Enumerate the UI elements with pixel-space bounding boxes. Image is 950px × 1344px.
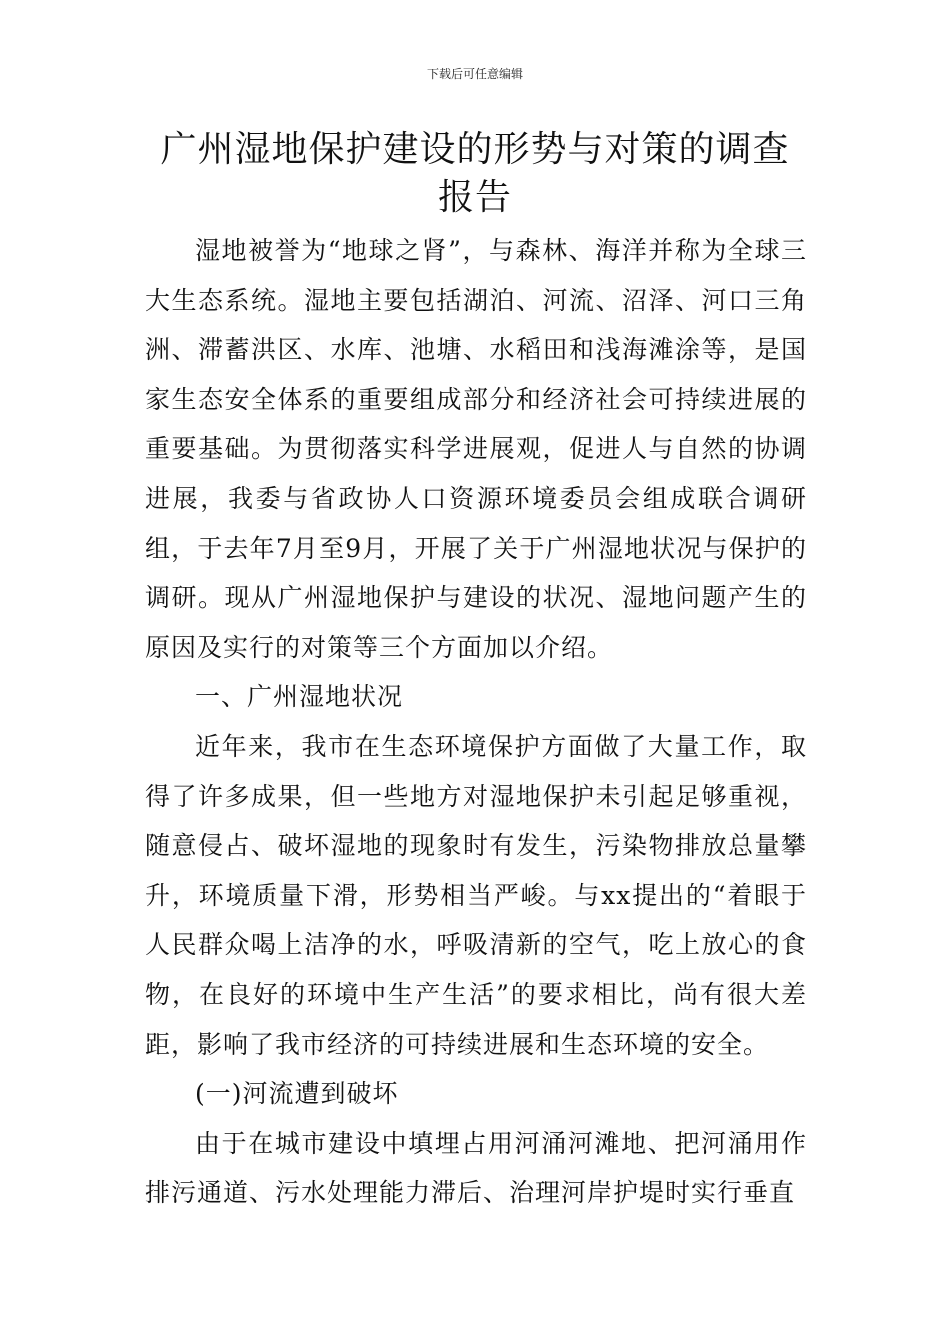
paragraph-intro: 湿地被誉为“地球之肾”，与森林、海洋并称为全球三大生态系统。湿地主要包括湖泊、河流、沼泽、河口三角洲、滞蓄洪区、水库、池塘、水稻田和浅海滩涂等，是国家生态安全体系的重要组成部分和经济社会可持续进展的重要基础。为贯彻落实科学进展观，促进人与自然的协调进展，我委与省政协人口资源环境委员会组成联合调研组，于去年7月至9月，开展了关于广州湿地状况与保护的调研。现从广州湿地保护与建设的状况、湿地问题产生的原因及实行的对策等三个方面加以介绍。	[145, 236, 807, 662]
document-body	[145, 226, 807, 1218]
document-title: 广州湿地保护建设的形势与对策的调查报告	[160, 129, 790, 218]
paragraph-section-1: 近年来，我市在生态环境保护方面做了大量工作，取得了许多成果，但一些地方对湿地保护未引起足够重视，随意侵占、破坏湿地的现象时有发生，污染物排放总量攀升，环境质量下滑，形势相当严峻。与xx提出的“着眼于人民群众喝上洁净的水，呼吸清新的空气，吃上放心的食物，在良好的环境中生产生活”的要求相比，尚有很大差距，影响了我市经济的可持续进展和生态环境的安全。	[145, 731, 807, 1059]
section-heading-1: 一、广州湿地状况	[195, 682, 404, 712]
subsection-heading-1: (一)河流遭到破坏	[195, 1079, 399, 1109]
header-note: 下载后可任意编辑	[426, 67, 523, 81]
paragraph-subsection-1: 由于在城市建设中填埋占用河涌河滩地、把河涌用作排污通道、污水处理能力滞后、治理河岸护堤时实行垂直	[145, 1128, 807, 1208]
